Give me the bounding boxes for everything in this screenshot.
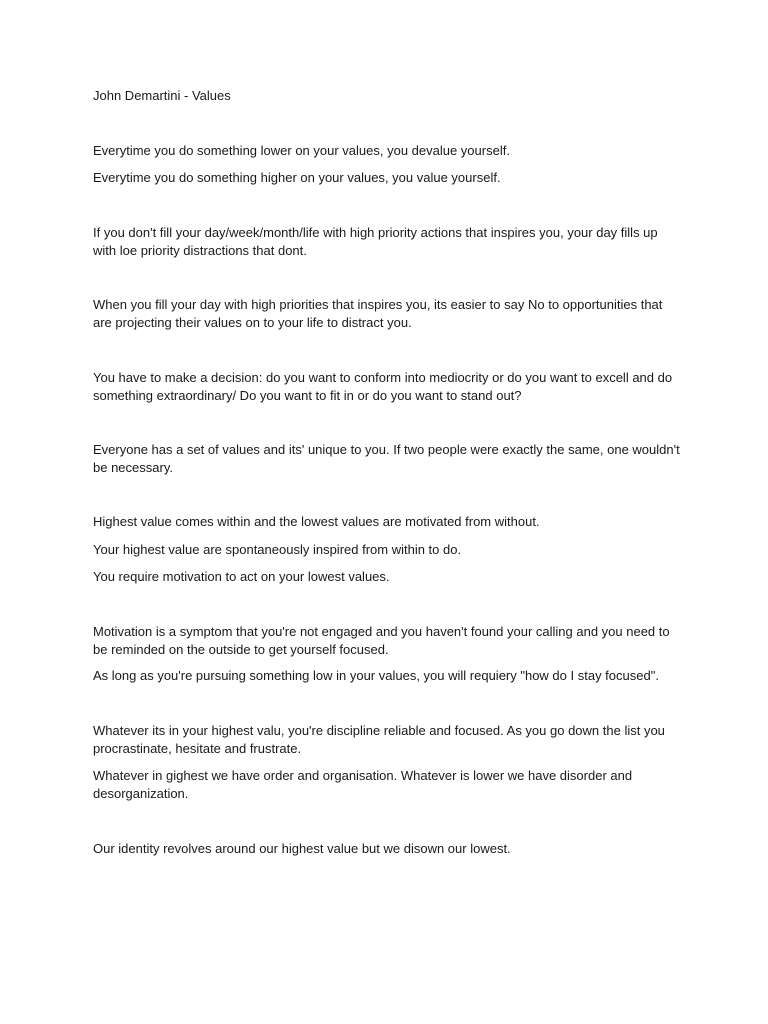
paragraph: Your highest value are spontaneously inspired from within to do.	[93, 542, 462, 557]
paragraph: You have to make a decision: do you want to conform into mediocrity or do you want to excell and do something extraordinary/ Do you want to fit in or do you want to stand out?	[93, 370, 673, 403]
paragraph: You require motivation to act on your lowest values.	[93, 569, 390, 584]
paragraph: If you don't fill your day/week/month/life with high priority actions that inspires you, your day fills up with loe priority distractions that dont.	[93, 225, 658, 258]
paragraph: Our identity revolves around our highest value but we disown our lowest.	[93, 841, 511, 856]
paragraph: Whatever in gighest we have order and organisation. Whatever is lower we have disorder and desorganization.	[93, 768, 633, 801]
paragraph: Everytime you do something lower on your values, you devalue yourself.	[93, 143, 510, 158]
paragraph: As long as you're pursuing something low in your values, you will requiery "how do I stay focused".	[93, 668, 659, 683]
paragraph: Motivation is a symptom that you're not engaged and you haven't found your calling and you need to be reminded on the outside to get yourself focused.	[93, 624, 670, 657]
paragraph: Whatever its in your highest valu, you're discipline reliable and focused. As you go down the list you procrastinate, hesitate and frustrate.	[93, 723, 665, 756]
paragraph: Highest value comes within and the lowest values are motivated from without.	[93, 514, 540, 529]
paragraph: Everytime you do something higher on your values, you value yourself.	[93, 170, 501, 185]
document-title: John Demartini - Values	[93, 88, 231, 103]
paragraph: When you fill your day with high priorities that inspires you, its easier to say No to opportunities that are projecting their values on to your life to distract you.	[93, 297, 663, 330]
paragraph: Everyone has a set of values and its' unique to you. If two people were exactly the same, one wouldn't be necessary.	[93, 442, 680, 475]
